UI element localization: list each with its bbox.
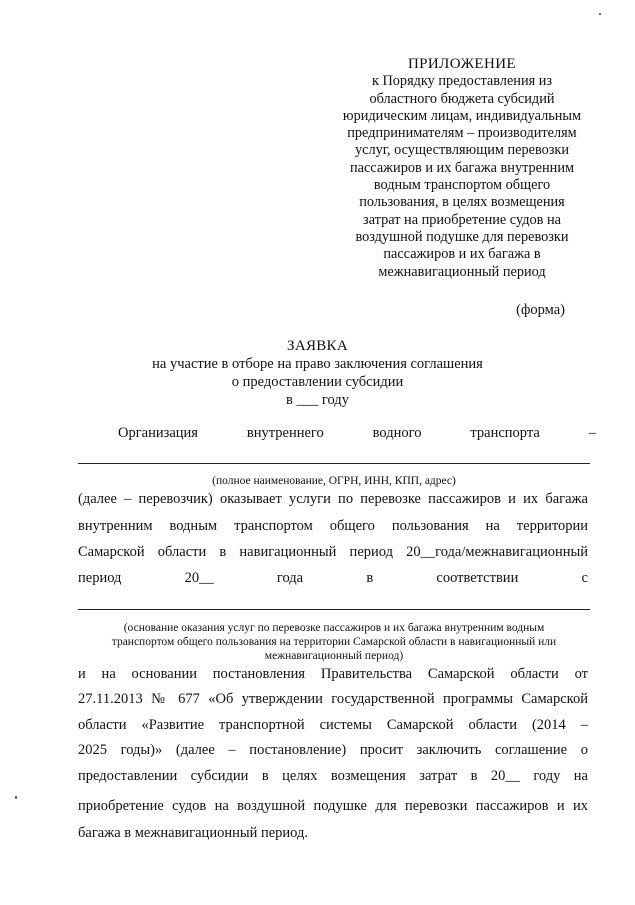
organization-fill-line [78,463,590,464]
paragraph-line: приобретение судов на воздушной подушке для перевозки пассажиров и их [78,798,588,814]
paragraph-line: Самарской области в навигационный период 20__года/межнавигационный [78,544,588,560]
appendix-title: ПРИЛОЖЕНИЕ [407,56,517,72]
appendix-line: к Порядку предоставления из [371,73,553,90]
form-label: (форма) [516,302,565,318]
organization-line: Организация внутреннего водного транспорта – [118,425,596,441]
heading-line: на участие в отборе на право заключения соглашения [152,356,483,372]
appendix-block [330,56,594,281]
paragraph-line: области «Развитие транспортной системы Самарской области (2014 – [78,717,588,733]
paragraph-line: и на основании постановления Правительства Самарской области от [78,666,588,682]
appendix-line: предпринимателям – производителям [347,125,577,142]
appendix-line: услуг, осуществляющим перевозки [354,142,570,159]
document-heading [0,337,635,409]
appendix-line: воздушной подушке для перевозки [355,228,569,245]
heading-year-line: в ___ году [286,392,349,408]
appendix-line: пользования, в целях возмещения [359,194,565,211]
scan-speck [15,796,17,799]
caption-line: межнавигационный период) [264,650,404,662]
paragraph-line: (далее – перевозчик) оказывает услуги по перевозке пассажиров и их багажа [78,491,588,507]
scan-speck [599,13,601,15]
appendix-line: пассажиров и их багажа внутренним [349,159,575,176]
caption-line: (основание оказания услуг по перевозке пассажиров и их багажа внутренним водным [123,622,545,634]
appendix-line: затрат на приобретение судов на [363,211,561,228]
heading-line: о предоставлении субсидии [231,374,404,390]
appendix-line: юридическим лицам, индивидуальным [342,107,582,124]
paragraph-line: 27.11.2013 № 677 «Об утверждении государственной программы Самарской [78,691,588,707]
appendix-line: межнавигационный период [378,263,546,280]
caption-line: транспортом общего пользования на территории Самарской области в навигационный или [111,636,557,648]
appendix-line: пассажиров и их багажа в [383,246,541,263]
appendix-line: водным транспортом общего [373,177,551,194]
paragraph-line: предоставлении субсидии в целях возмещения затрат в 20__ году на [78,768,588,784]
organization-caption: (полное наименование, ОГРН, ИНН, КПП, адрес) [212,475,456,487]
paragraph-line: внутренним водным транспортом общего пользования на территории [78,518,588,534]
appendix-line: областного бюджета субсидий [369,90,555,107]
paragraph-line: 2025 годы)» (далее – постановление) просит заключить соглашение о [78,742,588,758]
basis-fill-line [78,609,590,610]
paragraph-line: период 20__ года в соответствии с [78,570,588,586]
document-title: ЗАЯВКА [287,338,348,354]
paragraph-line: багажа в межнавигационный период. [78,825,309,841]
basis-caption [78,621,590,663]
